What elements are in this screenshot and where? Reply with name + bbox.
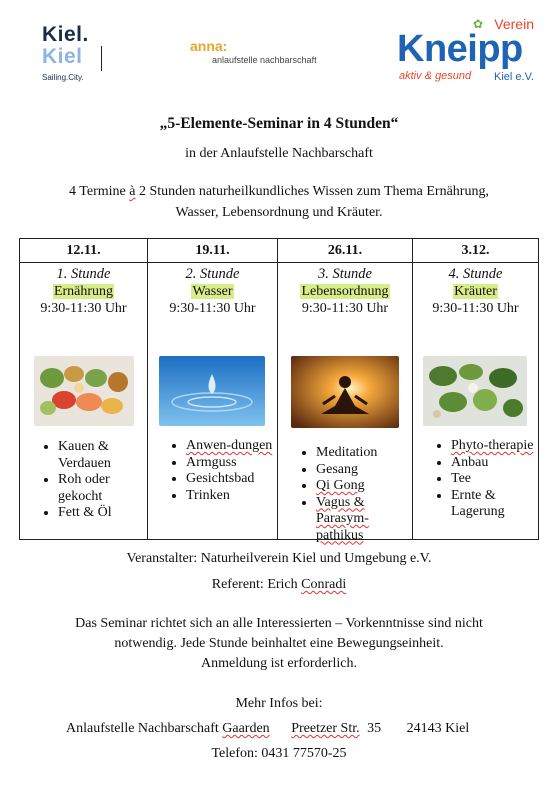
kiel-logo xyxy=(42,24,112,88)
meditation-sunset-photo xyxy=(291,356,399,428)
herbs-photo xyxy=(423,356,527,426)
address xyxy=(66,721,469,737)
session-cell xyxy=(20,263,148,540)
address-number: 35 xyxy=(367,721,382,736)
list-item: • Anbau xyxy=(451,455,538,472)
topic-list xyxy=(278,445,412,544)
address-place: Anlaufstelle Nachbarschaft xyxy=(66,721,219,736)
topic-list xyxy=(148,438,272,504)
session-time: 9:30-11:30 Uhr xyxy=(301,301,389,316)
session-time: 9:30-11:30 Uhr xyxy=(40,301,127,316)
session-time: 9:30-11:30 Uhr xyxy=(169,301,256,316)
organizer: Veranstalter: Naturheilverein Kiel und Umgebung e.V. xyxy=(126,551,432,566)
session-number: 3. Stunde xyxy=(318,266,372,282)
schedule-header-row xyxy=(20,239,539,263)
kiel-logo-divider xyxy=(101,46,102,71)
referent-name: Conradi xyxy=(301,577,347,592)
list-item: • Meditation xyxy=(316,445,412,462)
kneipp-logo-verein: Verein xyxy=(494,16,534,32)
kneipp-logo-tagline: aktiv & gesund xyxy=(399,70,472,82)
anna-logo xyxy=(190,38,340,65)
session-topic-wrap xyxy=(278,284,412,300)
more-info: Mehr Infos bei: xyxy=(235,696,323,711)
date-4: 3.12. xyxy=(413,239,539,263)
intro-line2: Wasser, Lebensordnung und Kräuter. xyxy=(175,205,383,220)
session-cell xyxy=(413,263,539,540)
topic-list xyxy=(20,439,147,522)
session-topic: Ernährung xyxy=(53,284,114,299)
kiel-logo-line2: Kiel xyxy=(42,45,83,68)
kneipp-logo-suffix: Kiel e.V. xyxy=(494,71,534,83)
kiel-logo-tagline: Sailing.City. xyxy=(42,73,84,82)
referent xyxy=(0,577,558,593)
intro-a: à xyxy=(129,184,136,199)
session-cell xyxy=(148,263,278,540)
session-number: 1. Stunde xyxy=(56,266,111,282)
intro-post: 2 Stunden naturheilkundliches Wissen zum Thema Ernährung, xyxy=(135,184,489,199)
session-number: 2. Stunde xyxy=(185,266,240,282)
list-item: • Vagus & Parasym-pathikus xyxy=(316,495,412,545)
leaf-icon: ✿ xyxy=(473,17,484,31)
list-item: • Armguss xyxy=(186,455,272,472)
date-1: 12.11. xyxy=(20,239,148,263)
session-topic: Wasser xyxy=(192,284,233,299)
list-item: • Fett & Öl xyxy=(58,505,147,522)
page-title: „5-Elemente-Seminar in 4 Stunden“ xyxy=(159,115,399,132)
list-item: • Roh oder gekocht xyxy=(58,472,147,505)
list-item: • Gesang xyxy=(316,462,412,479)
list-item: • Kauen & Verdauen xyxy=(58,439,147,472)
phone: Telefon: 0431 77570-25 xyxy=(211,746,347,761)
note-line3: Anmeldung ist erforderlich. xyxy=(201,656,357,671)
anna-logo-name: anna: xyxy=(190,38,228,54)
vegetables-photo xyxy=(34,356,134,426)
note-line2: notwendig. Jede Stunde beinhaltet eine Bewegungseinheit. xyxy=(114,636,444,651)
session-time: 9:30-11:30 Uhr xyxy=(432,301,519,316)
kneipp-logo-name: Kneipp xyxy=(397,28,523,70)
list-item: • Gesichtsbad xyxy=(186,471,272,488)
list-item: • Trinken xyxy=(186,488,272,505)
date-3: 26.11. xyxy=(278,239,413,263)
note-line1: Das Seminar richtet sich an alle Interessierten – Vorkenntnisse sind nicht xyxy=(75,616,483,631)
list-item: • Phyto-therapie xyxy=(451,438,538,455)
address-street: Preetzer Str. xyxy=(291,721,360,736)
session-topic-wrap xyxy=(413,284,538,300)
session-cell xyxy=(278,263,413,543)
kneipp-logo xyxy=(395,16,540,86)
session-topic: Kräuter xyxy=(454,284,497,299)
intro-pre: 4 Termine xyxy=(69,184,130,199)
list-item: • Anwen-dungen xyxy=(186,438,272,455)
session-topic-wrap xyxy=(148,284,277,300)
kiel-logo-line1: Kiel. xyxy=(42,23,89,46)
topic-list xyxy=(413,438,538,521)
water-drop-photo xyxy=(159,356,265,426)
anna-logo-subtitle: anlaufstelle nachbarschaft xyxy=(212,55,317,65)
session-topic-wrap xyxy=(20,284,147,300)
list-item: • Tee xyxy=(451,471,538,488)
schedule-table xyxy=(19,238,539,543)
session-number: 4. Stunde xyxy=(448,266,503,282)
address-district: Gaarden xyxy=(222,721,270,736)
page-subtitle: in der Anlaufstelle Nachbarschaft xyxy=(185,146,373,161)
intro-line1 xyxy=(0,184,558,200)
list-item: • Ernte & Lagerung xyxy=(451,488,538,521)
date-2: 19.11. xyxy=(148,239,278,263)
list-item: • Qi Gong xyxy=(316,478,412,495)
referent-label: Referent: Erich xyxy=(211,577,302,592)
schedule-content-row xyxy=(20,263,539,540)
address-city: 24143 Kiel xyxy=(406,721,470,736)
session-topic: Lebensordnung xyxy=(301,284,389,299)
